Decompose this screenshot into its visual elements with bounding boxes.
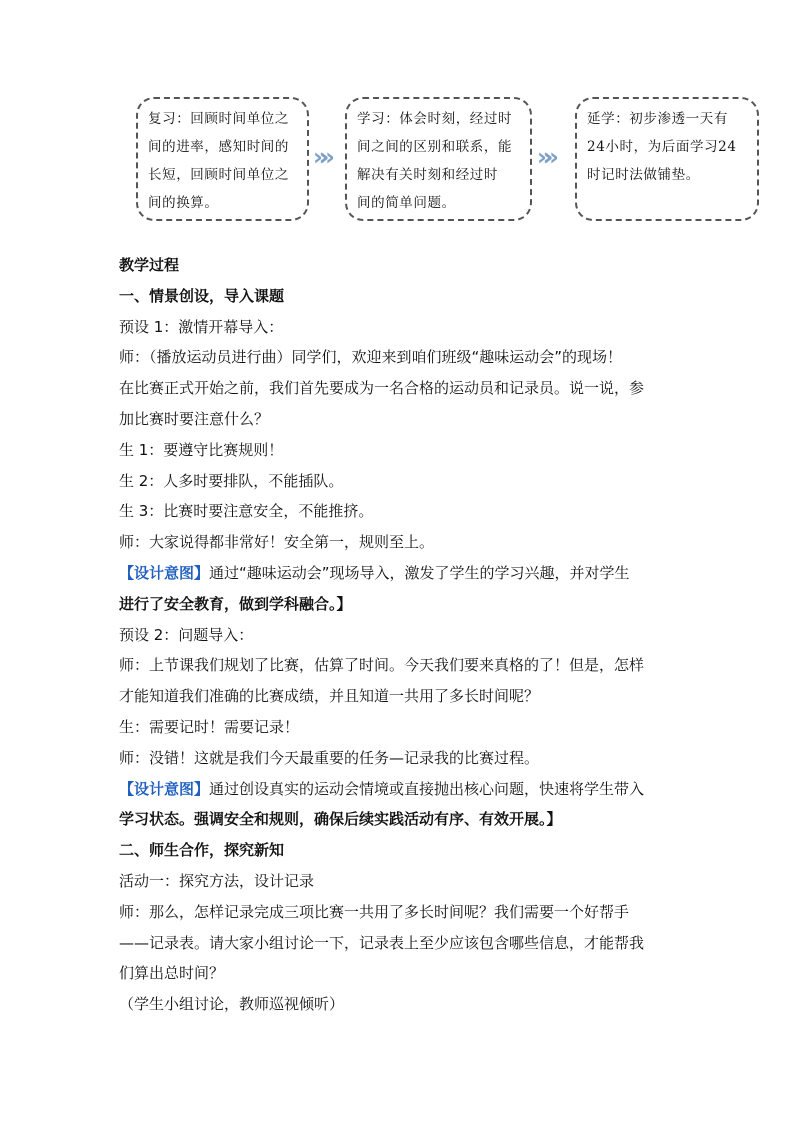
section-heading: 二、师生合作，探究新知 bbox=[119, 841, 285, 860]
paragraph-line: 师：大家说得都非常好！安全第一，规则至上。 bbox=[119, 533, 435, 552]
double-chevron-right-icon: »» bbox=[537, 143, 551, 171]
design-intent-text: 通过“趣味运动会”现场导入，激发了学生的学习兴趣，并对学生 bbox=[209, 563, 630, 582]
paragraph-line: 加比赛时要注意什么？ bbox=[119, 409, 270, 428]
learning-objective-box bbox=[345, 97, 532, 221]
paragraph-line: 活动一：探究方法，设计记录 bbox=[119, 871, 315, 890]
extension-objective-box bbox=[575, 97, 759, 221]
box-line: 时记时法做铺垫。 bbox=[587, 167, 700, 183]
double-chevron-right-icon: »» bbox=[313, 143, 327, 171]
paragraph-line: 们算出总时间？ bbox=[119, 964, 225, 983]
box-line: 间之间的区别和联系，能 bbox=[357, 139, 513, 155]
design-intent-label: 【设计意图】 bbox=[119, 779, 210, 798]
section-heading: 一、情景创设，导入课题 bbox=[119, 286, 285, 305]
box-line: 长短，回顾时间单位之 bbox=[148, 167, 289, 183]
paragraph-line: （学生小组讨论，教师巡视倾听） bbox=[119, 995, 345, 1014]
design-intent-label: 【设计意图】 bbox=[119, 563, 210, 582]
paragraph-line: 师：没错！这就是我们今天最重要的任务—记录我的比赛过程。 bbox=[119, 748, 540, 767]
teaching-process-body bbox=[119, 250, 689, 1020]
box-line: 间的简单问题。 bbox=[357, 195, 456, 211]
paragraph-line: 才能知道我们准确的比赛成绩，并且知道一共用了多长时间呢？ bbox=[119, 687, 540, 706]
paragraph-line: 师：上节课我们规划了比赛，估算了时间。今天我们要来真格的了！但是，怎样 bbox=[119, 656, 645, 675]
paragraph-line: 生 2：人多时要排队，不能插队。 bbox=[119, 471, 344, 490]
paragraph-line: 师：那么，怎样记录完成三项比赛一共用了多长时间呢？我们需要一个好帮手 bbox=[119, 902, 630, 921]
paragraph-line: 在比赛正式开始之前，我们首先要成为一名合格的运动员和记录员。说一说，参 bbox=[119, 379, 645, 398]
paragraph-line: 生：需要记时！需要记录！ bbox=[119, 717, 300, 736]
box-line: 解决有关时刻和经过时 bbox=[357, 167, 498, 183]
paragraph-line: 预设 1：激情开幕导入： bbox=[119, 317, 284, 336]
box-line: 复习：回顾时间单位之 bbox=[148, 111, 289, 127]
review-objective-box bbox=[136, 97, 309, 221]
design-intent-line bbox=[119, 558, 689, 589]
box-line: 延学：初步渗透一天有 bbox=[587, 111, 728, 127]
box-line: 学习：体会时刻，经过时 bbox=[357, 111, 513, 127]
paragraph-line: 学习状态。强调安全和规则，确保后续实践活动有序、有效开展。】 bbox=[119, 810, 562, 829]
paragraph-line: 生 1：要遵守比赛规则！ bbox=[119, 440, 284, 459]
box-line: 间的进率，感知时间的 bbox=[148, 139, 289, 155]
paragraph-line: 预设 2：问题导入： bbox=[119, 625, 254, 644]
paragraph-line: ——记录表。请大家小组讨论一下，记录表上至少应该包含哪些信息，才能帮我 bbox=[119, 933, 645, 952]
box-line: 间的换算。 bbox=[148, 195, 219, 211]
design-intent-line bbox=[119, 774, 689, 805]
design-intent-text: 通过创设真实的运动会情境或直接抛出核心问题，快速将学生带入 bbox=[209, 779, 645, 798]
paragraph-line: 进行了安全教育，做到学科融合。】 bbox=[119, 594, 352, 613]
box-line: 24小时，为后面学习24 bbox=[587, 139, 737, 155]
paragraph-line: 师：（播放运动员进行曲）同学们，欢迎来到咱们班级“趣味运动会”的现场！ bbox=[119, 348, 623, 367]
section-heading: 教学过程 bbox=[119, 256, 180, 274]
paragraph-line: 生 3：比赛时要注意安全，不能推挤。 bbox=[119, 502, 374, 521]
